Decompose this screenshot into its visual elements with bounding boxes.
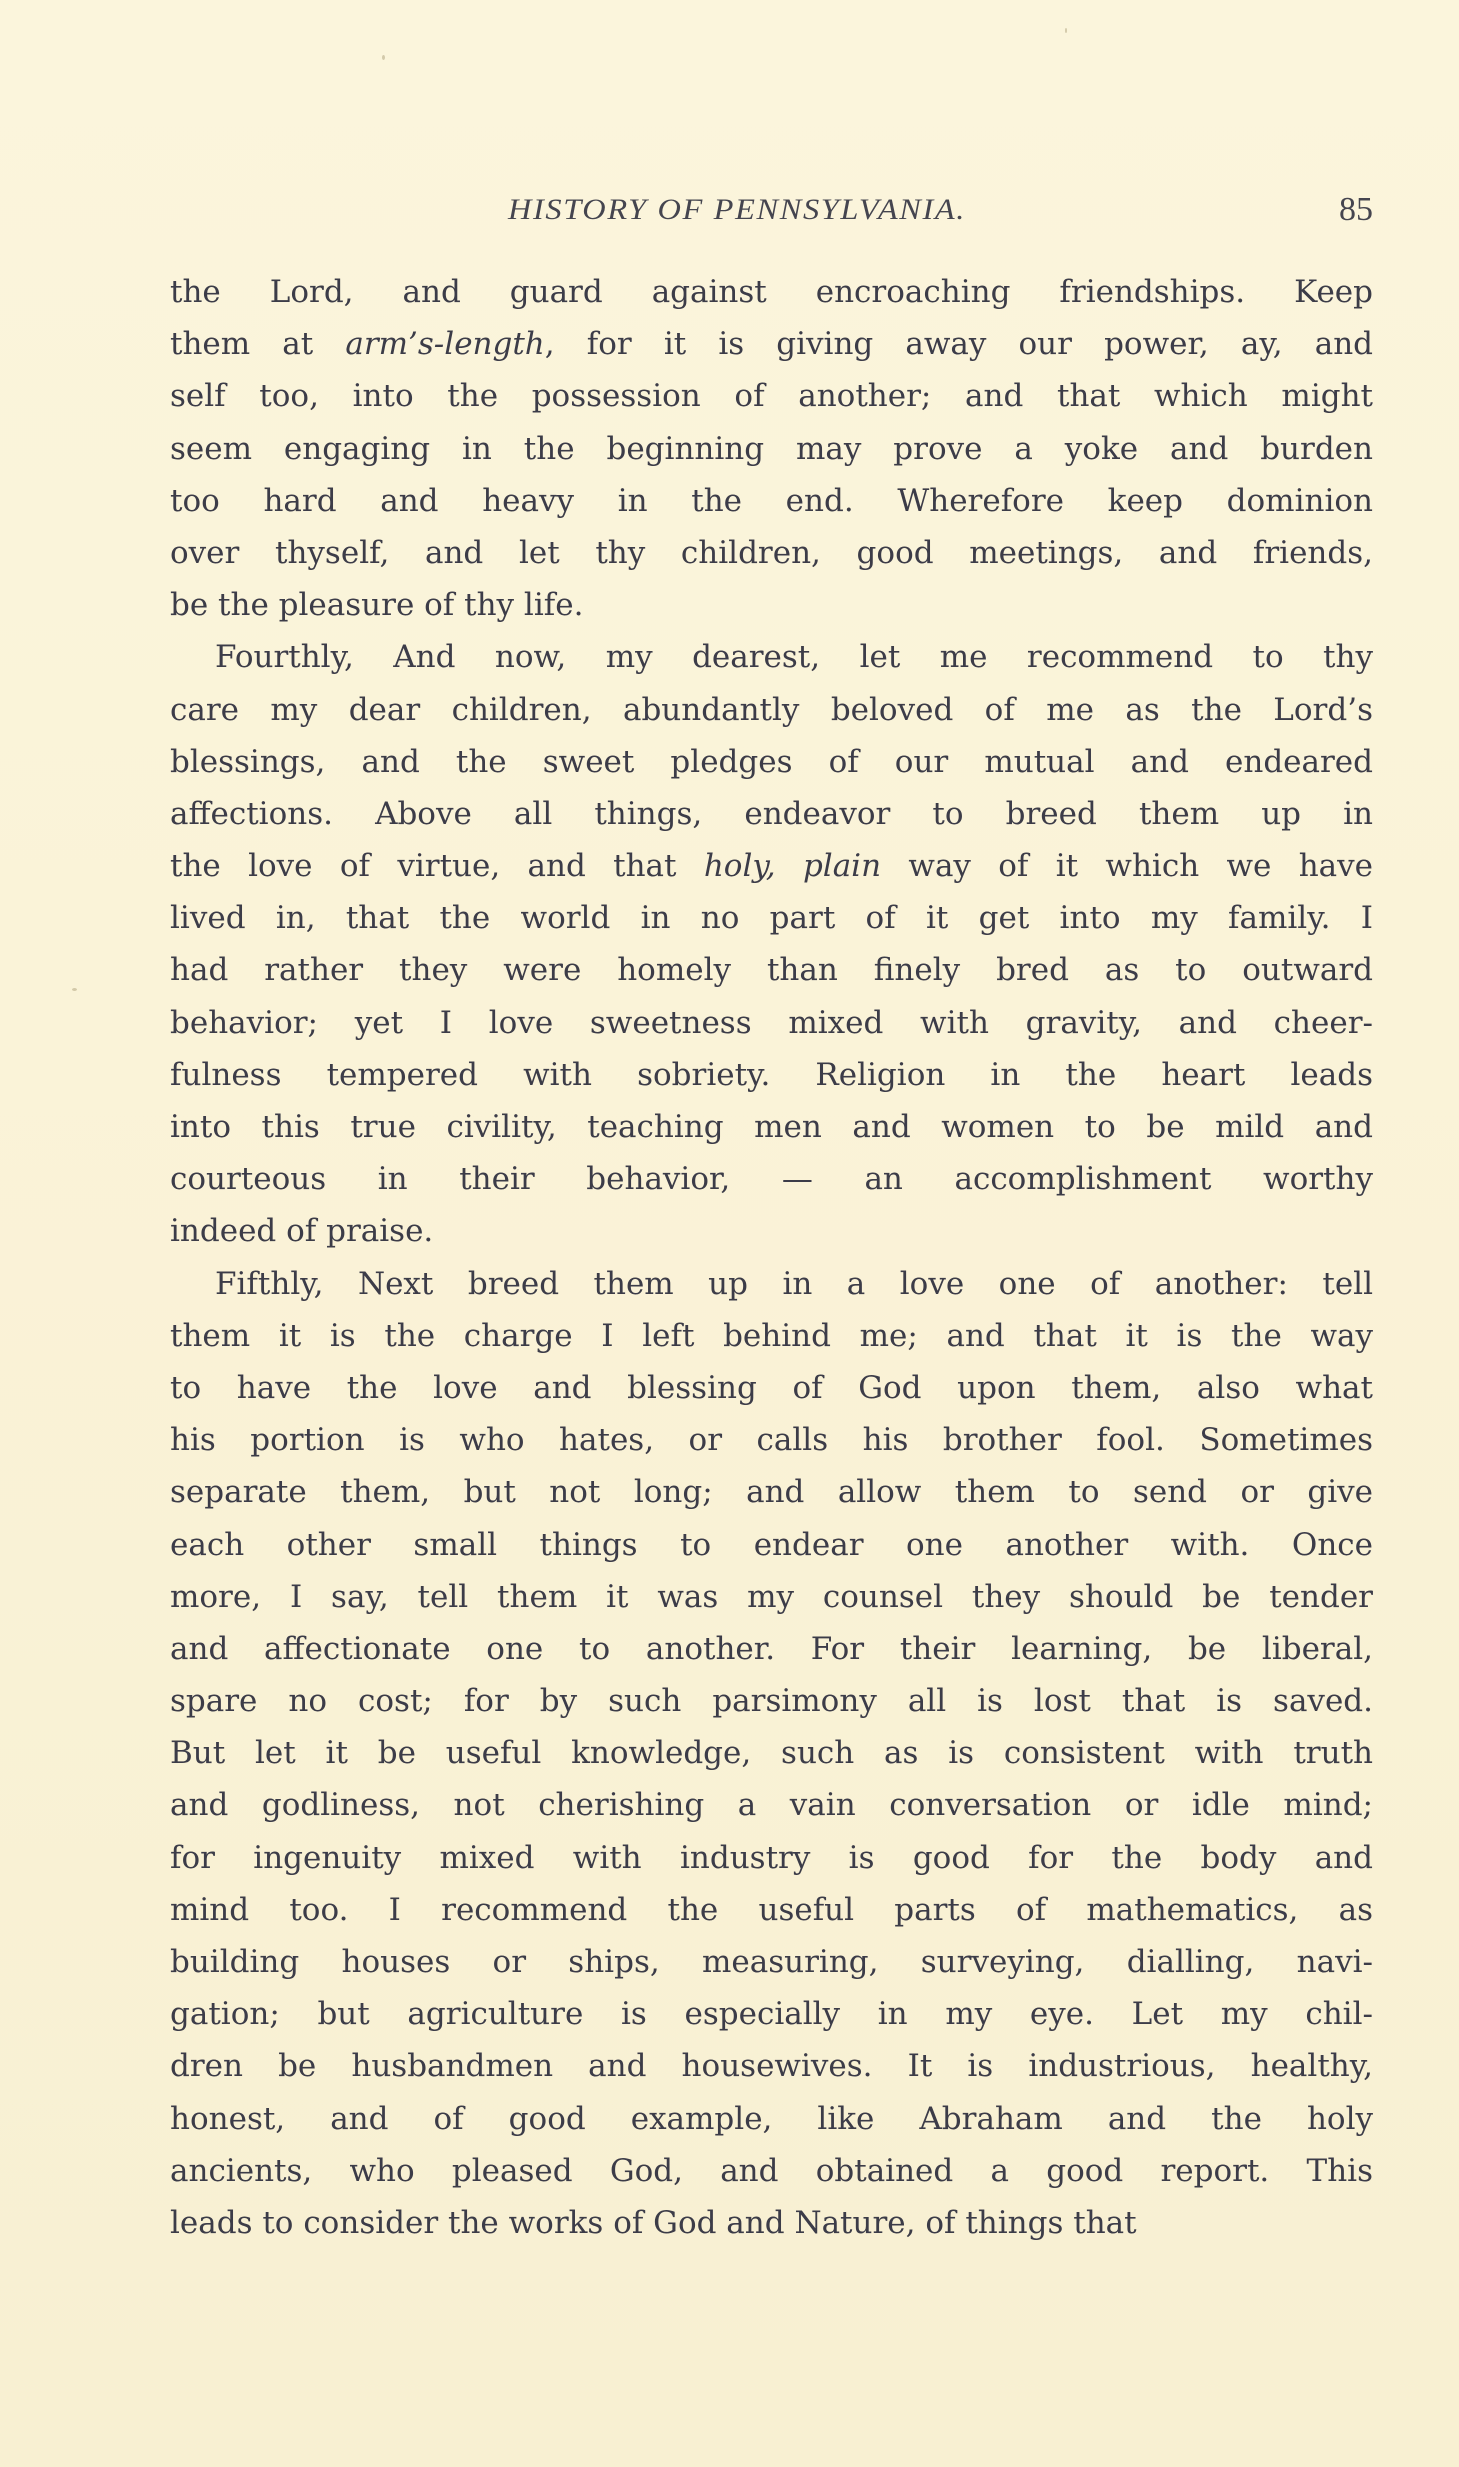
text-segment: spare no cost; for by such parsimony all is lost that is saved. <box>170 1683 1373 1720</box>
paper-speck <box>1065 28 1067 33</box>
text-line <box>170 1675 1373 1727</box>
text-line <box>170 370 1373 422</box>
text-segment: dren be husbandmen and housewives. It is industrious, healthy, <box>170 2048 1373 2085</box>
text-segment: had rather they were homely than finely bred as to outward <box>170 952 1373 989</box>
text-segment: behavior; yet I love sweetness mixed with gravity, and cheer- <box>170 1004 1373 1041</box>
text-segment: mind too. I recommend the useful parts of mathematics, as <box>170 1891 1373 1928</box>
text-line <box>170 944 1373 996</box>
text-segment: his portion is who hates, or calls his brother fool. Sometimes <box>170 1422 1373 1459</box>
text-line <box>170 2145 1373 2197</box>
text-line <box>170 1466 1373 1518</box>
text-line <box>170 318 1373 370</box>
text-line <box>170 527 1373 579</box>
text-segment: to have the love and blessing of God upon them, also what <box>170 1369 1373 1406</box>
paper-speck <box>72 988 77 991</box>
paragraph <box>170 266 1373 631</box>
text-segment: the Lord, and guard against encroaching friendships. Keep <box>170 274 1373 310</box>
text-segment: and godliness, not cherishing a vain conversation or idle mind; <box>170 1787 1373 1824</box>
text-segment: gation; but agriculture is especially in my eye. Let my chil- <box>170 1996 1373 2033</box>
text-line <box>170 475 1373 527</box>
text-line <box>170 1049 1373 1101</box>
paper-speck <box>382 55 385 60</box>
text-segment: leads to consider the works of God and Nature, of things that <box>170 2204 1137 2241</box>
text-line <box>170 1362 1373 1414</box>
text-line <box>170 1519 1373 1571</box>
text-segment: more, I say, tell them it was my counsel they should be tender <box>170 1578 1373 1615</box>
text-line <box>170 423 1373 475</box>
text-line <box>170 266 1373 318</box>
text-line <box>170 1571 1373 1623</box>
text-segment: over thyself, and let thy children, good meetings, and friends, <box>170 534 1373 571</box>
text-segment: for ingenuity mixed with industry is good for the body and <box>170 1839 1373 1876</box>
running-header <box>170 186 1373 234</box>
text-segment: way of it which we have <box>881 848 1373 885</box>
text-segment: separate them, but not long; and allow them to send or give <box>170 1474 1373 1511</box>
text-segment: and affectionate one to another. For their learning, be liberal, <box>170 1630 1373 1667</box>
paragraph <box>170 1258 1373 2250</box>
running-title: HISTORY OF PENNSYLVANIA. <box>508 193 967 226</box>
text-segment: seem engaging in the beginning may prove a yoke and burden <box>170 430 1373 467</box>
text-line <box>170 1101 1373 1153</box>
text-segment: Fifthly, Next breed them up in a love one of another: tell <box>215 1265 1373 1302</box>
text-line <box>170 892 1373 944</box>
text-segment: affections. Above all things, endeavor to breed them up in <box>170 795 1373 832</box>
text-line <box>170 1205 1373 1257</box>
text-line <box>170 1258 1373 1310</box>
text-segment: lived in, that the world in no part of it get into my family. I <box>170 900 1373 937</box>
text-line <box>170 2197 1373 2249</box>
text-line <box>170 1884 1373 1936</box>
text-segment: indeed of praise. <box>170 1213 434 1250</box>
paragraph <box>170 631 1373 1257</box>
text-line <box>170 1832 1373 1884</box>
text-segment: be the pleasure of thy life. <box>170 587 584 624</box>
text-line <box>170 1936 1373 1988</box>
text-segment: blessings, and the sweet pledges of our mutual and endeared <box>170 743 1373 780</box>
italic-text: holy, plain <box>703 848 882 885</box>
text-segment: , for it is giving away our power, ay, and <box>544 326 1373 363</box>
text-line <box>170 1153 1373 1205</box>
page-number: 85 <box>1339 191 1373 228</box>
text-line <box>170 788 1373 840</box>
text-segment: the love of virtue, and that <box>170 848 704 885</box>
text-segment: into this true civility, teaching men and women to be mild and <box>170 1109 1373 1145</box>
text-segment: Fourthly, And now, my dearest, let me recommend to thy <box>215 639 1373 676</box>
text-line <box>170 631 1373 683</box>
text-segment: ancients, who pleased God, and obtained a good report. This <box>170 2152 1373 2189</box>
text-line <box>170 736 1373 788</box>
text-segment: them at <box>170 326 346 363</box>
text-line <box>170 1310 1373 1362</box>
text-line <box>170 579 1373 631</box>
text-line <box>170 684 1373 736</box>
text-line <box>170 997 1373 1049</box>
text-line <box>170 840 1373 892</box>
text-segment: each other small things to endear one another with. Once <box>170 1526 1373 1563</box>
text-segment: them it is the charge I left behind me; and that it is the way <box>170 1317 1373 1354</box>
text-segment: building houses or ships, measuring, surveying, dialling, navi- <box>170 1944 1373 1980</box>
text-line <box>170 1623 1373 1675</box>
text-segment: too hard and heavy in the end. Wherefore keep dominion <box>170 482 1373 519</box>
body-text <box>170 266 1373 2249</box>
text-line <box>170 1414 1373 1466</box>
text-segment: fulness tempered with sobriety. Religion in the heart leads <box>170 1056 1373 1093</box>
italic-text: arm’s-length <box>345 326 545 363</box>
text-line <box>170 2093 1373 2145</box>
text-segment: honest, and of good example, like Abraham and the holy <box>170 2100 1373 2137</box>
text-segment: courteous in their behavior, — an accomplishment worthy <box>170 1161 1373 1198</box>
text-line <box>170 1988 1373 2040</box>
text-line <box>170 1779 1373 1831</box>
text-segment: But let it be useful knowledge, such as is consistent with truth <box>170 1735 1373 1772</box>
text-line <box>170 1727 1373 1779</box>
text-segment: self too, into the possession of another; and that which might <box>170 378 1373 415</box>
text-segment: care my dear children, abundantly beloved of me as the Lord’s <box>170 691 1373 728</box>
text-line <box>170 2040 1373 2092</box>
